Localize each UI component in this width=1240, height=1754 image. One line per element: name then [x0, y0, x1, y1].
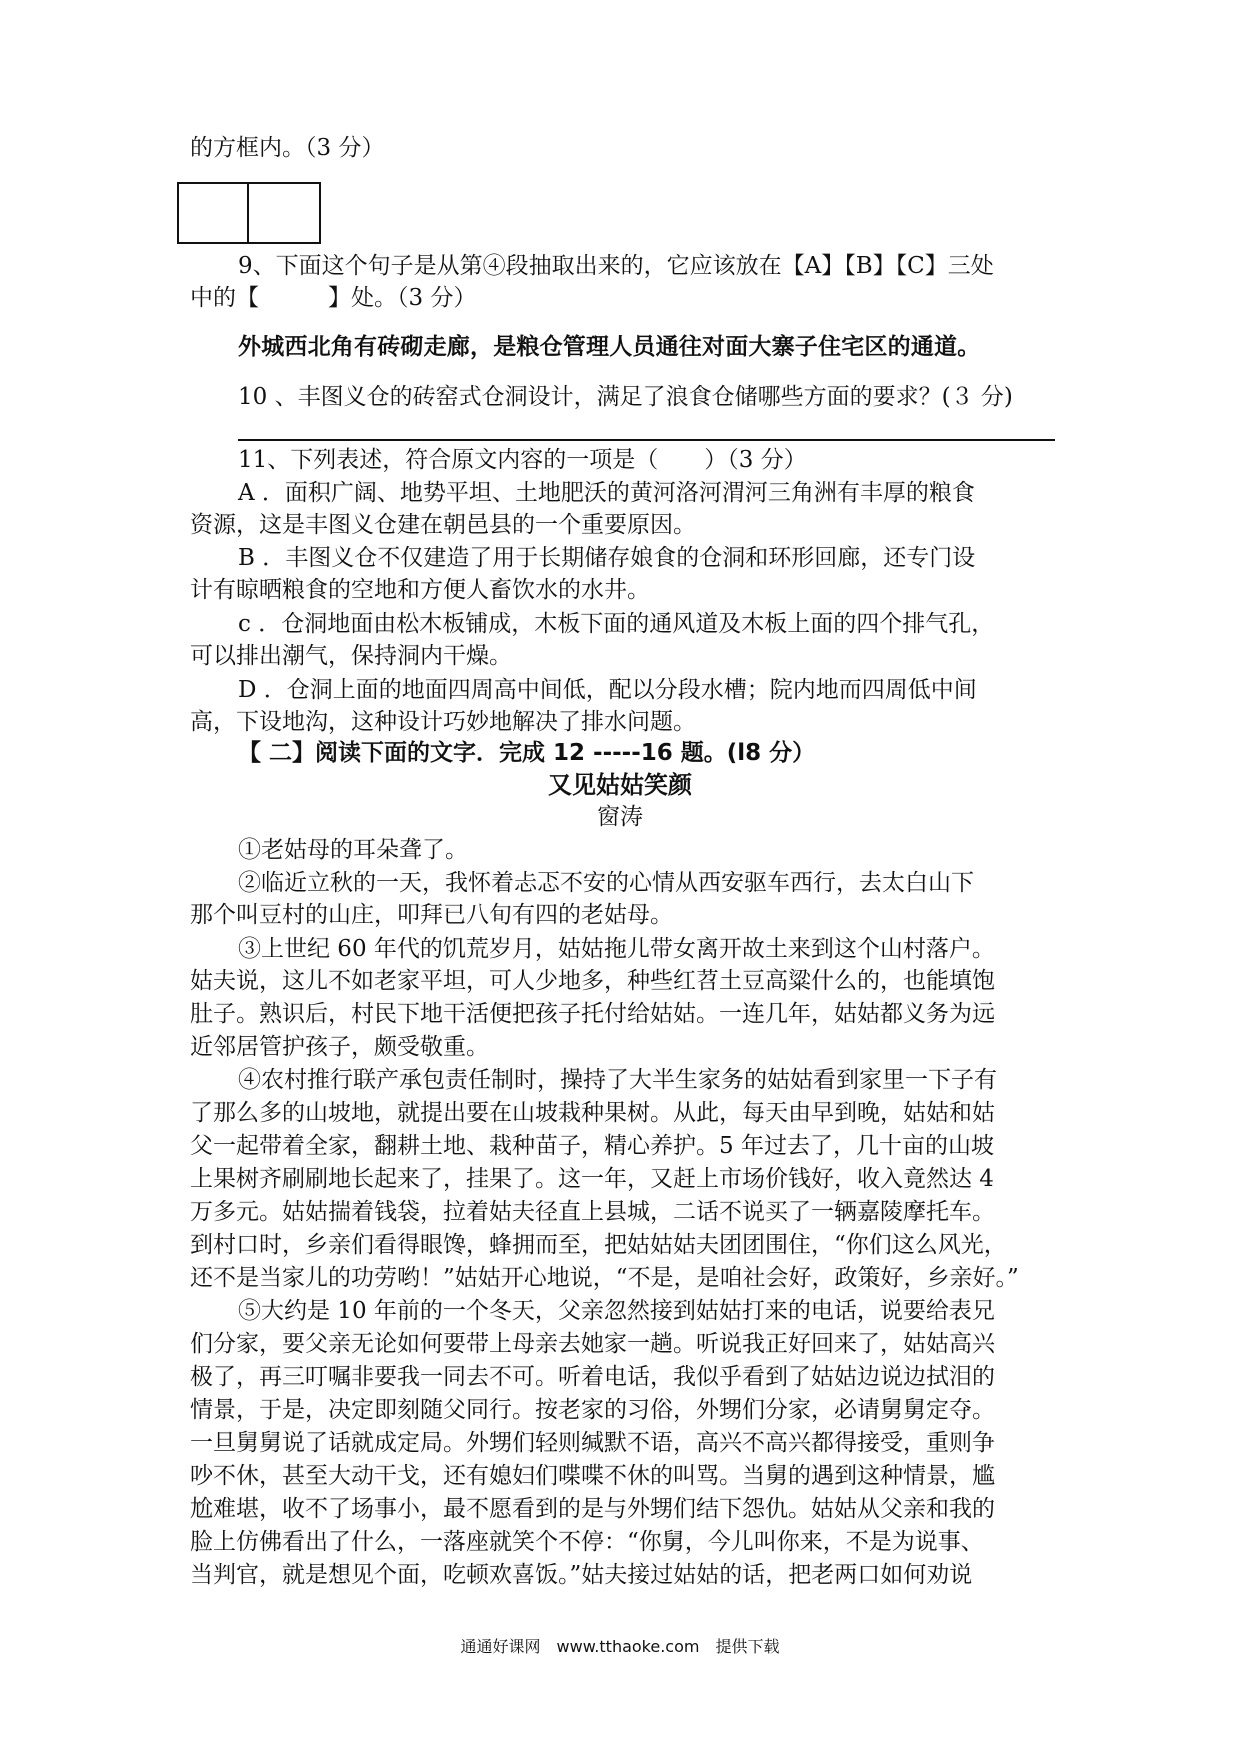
story-line: 情景，于是，决定即刻随父同行。按老家的习俗，外甥们分家，必请舅舅定夺。 — [190, 1397, 995, 1423]
story-line: 尬难堪，收不了场事小，最不愿看到的是与外甥们结下怨仇。姑姑从父亲和我的 — [190, 1496, 995, 1522]
q11-option-d-line1: D ．仓洞上面的地面四周高中间低，配以分段水槽；院内地而四周低中间 — [238, 677, 977, 703]
page-footer: 通通好课网 www.tthaoke.com 提供下载 — [460, 1637, 780, 1656]
q8-tail: 的方框内。（3 分） — [190, 135, 385, 161]
q11-stem: 11、下列表述，符合原文内容的一项是（ ）（3 分） — [238, 447, 807, 473]
story-line: ⑤大约是 10 年前的一个冬天，父亲忽然接到姑姑打来的电话，说要给表兄 — [238, 1298, 995, 1324]
q11-option-b-line2: 计有晾晒粮食的空地和方便人畜饮水的水井。 — [190, 577, 650, 603]
story-author: 窗涛 — [597, 804, 643, 830]
story-line: 上果树齐刷刷地长起来了，挂果了。这一年，又赶上市场价钱好，收入竟然达 4 — [190, 1166, 994, 1192]
story-line: 到村口时，乡亲们看得眼馋，蜂拥而至，把姑姑姑夫团团围住，“你们这么风光， — [190, 1232, 1007, 1258]
section-2-heading: 【 二】阅读下面的文字．完成 12 -----16 题。(l8 分） — [238, 740, 816, 766]
story-line: ③上世纪 60 年代的饥荒岁月，姑姑拖儿带女离开故土来到这个山村落户。 — [238, 936, 995, 962]
story-line: ②临近立秋的一天，我怀着忐忑不安的心情从西安驱车西行，去太白山下 — [238, 870, 974, 896]
q11-option-d-line2: 高，下设地沟，这种设计巧妙地解决了排水问题。 — [190, 709, 696, 735]
answer-box-2 — [249, 182, 321, 244]
story-line: 姑夫说，这儿不如老家平坦，可人少地多，种些红苕土豆高粱什么的，也能填饱 — [190, 968, 995, 994]
answer-box-1 — [177, 182, 249, 244]
q9-extracted-sentence: 外城西北角有砖砌走廊，是粮仓管理人员通往对面大寨子住宅区的通道。 — [238, 334, 981, 360]
story-line: 脸上仿佛看出了什么，一落座就笑个不停：“你舅，今儿叫你来，不是为说事、 — [190, 1529, 984, 1555]
q10-question: 10 、丰图义仓的砖窑式仓洞设计，满足了浪食仓储哪些方面的要求？(３ 分) — [238, 384, 1013, 410]
story-title: 又见姑姑笑颜 — [548, 771, 692, 799]
story-line: 父一起带着全家，翻耕土地、栽种苗子，精心养护。5 年过去了，几十亩的山坡 — [190, 1133, 994, 1159]
story-line: 肚子。熟识后，村民下地干活便把孩子托付给姑姑。一连几年，姑姑都义务为远 — [190, 1001, 995, 1027]
q11-option-c-line1: c ．仓洞地面由松木板铺成，木板下面的通风道及木板上面的四个排气孔， — [238, 611, 995, 637]
story-line: ①老姑母的耳朵聋了。 — [238, 837, 468, 863]
story-line: 近邻居管护孩子，颇受敬重。 — [190, 1034, 489, 1060]
q10-answer-line — [238, 439, 1055, 441]
q9-line1: 9、下面这个句子是从第④段抽取出来的，它应该放在【A】【B】【C】三处 — [238, 253, 994, 279]
q11-option-a-line1: A ．面积广阔、地势平坦、土地肥沃的黄河洛河渭河三角洲有丰厚的粮食 — [238, 480, 975, 506]
story-line: ④农村推行联产承包责任制时，操持了大半生家务的姑姑看到家里一下子有 — [238, 1067, 997, 1093]
q11-option-c-line2: 可以排出潮气，保持洞内干燥。 — [190, 643, 512, 669]
story-line: 极了，再三叮嘱非要我一同去不可。听着电话，我似乎看到了姑姑边说边拭泪的 — [190, 1364, 995, 1390]
q11-option-a-line2: 资源，这是丰图义仓建在朝邑县的一个重要原因。 — [190, 512, 696, 538]
story-line: 那个叫豆村的山庄，叩拜已八旬有四的老姑母。 — [190, 902, 673, 928]
story-line: 一旦舅舅说了话就成定局。外甥们轻则缄默不语，高兴不高兴都得接受，重则争 — [190, 1430, 995, 1456]
q11-option-b-line1: B ．丰图义仓不仅建造了用于长期储存娘食的仓洞和环形回廊，还专门设 — [238, 545, 976, 571]
story-line: 还不是当家儿的功劳哟！”姑姑开心地说，“不是，是咱社会好，政策好，乡亲好。” — [190, 1265, 1019, 1291]
answer-boxes — [177, 182, 321, 244]
story-line: 吵不休，甚至大动干戈，还有媳妇们喋喋不休的叫骂。当舅的遇到这种情景，尴 — [190, 1463, 995, 1489]
q9-line2: 中的【 】处。（3 分） — [190, 285, 477, 311]
story-line: 了那么多的山坡地，就提出要在山坡栽种果树。从此，每天由早到晚，姑姑和姑 — [190, 1100, 995, 1126]
story-line: 们分家，要父亲无论如何要带上母亲去她家一趟。听说我正好回来了，姑姑高兴 — [190, 1331, 995, 1357]
story-line: 当判官，就是想见个面，吃顿欢喜饭。”姑夫接过姑姑的话，把老两口如何劝说 — [190, 1562, 973, 1588]
story-line: 万多元。姑姑揣着钱袋，拉着姑夫径直上县城，二话不说买了一辆嘉陵摩托车。 — [190, 1199, 995, 1225]
